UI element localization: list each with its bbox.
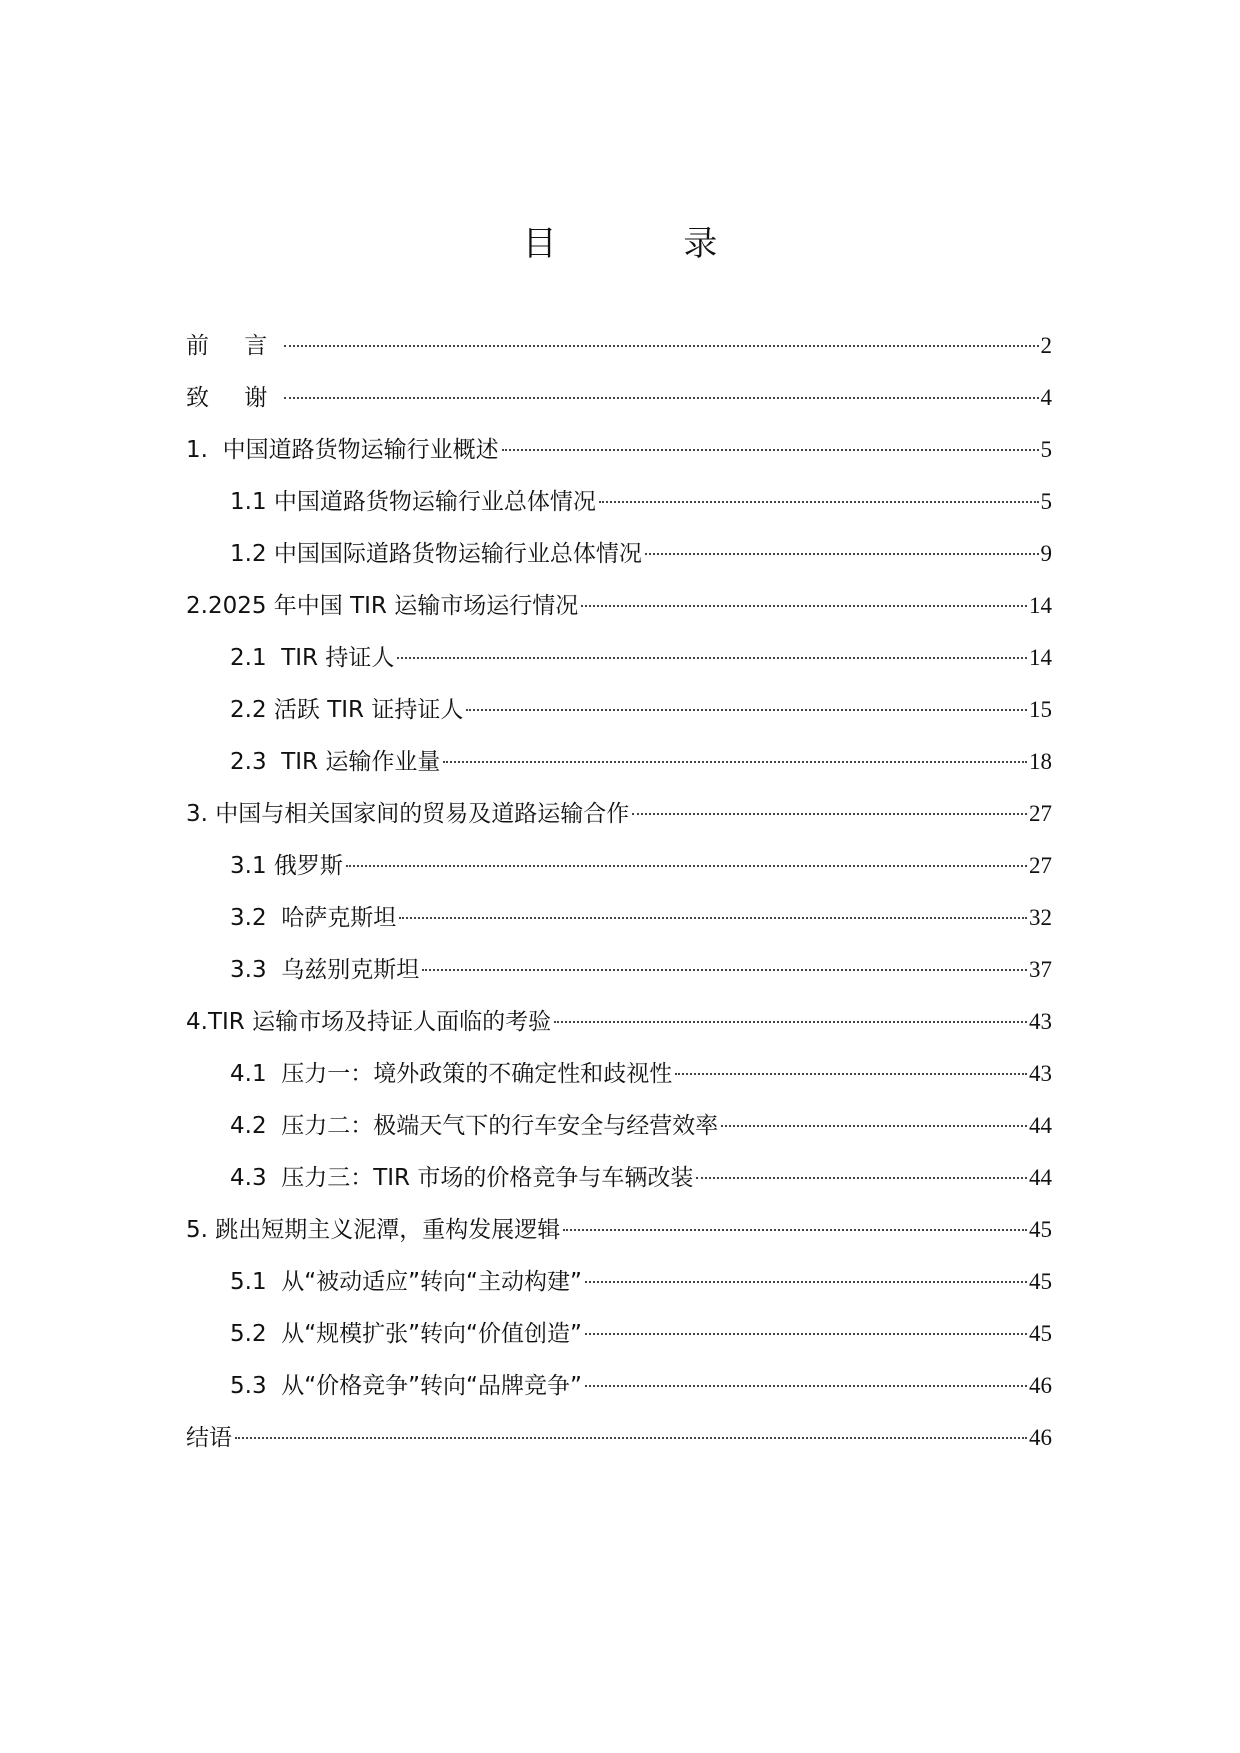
toc-entry-page: 9 [1040, 541, 1052, 566]
dot-leader [585, 1281, 1027, 1283]
toc-entry-page: 14 [1029, 645, 1052, 670]
toc-entry-label: 5.2 从“规模扩张”转向“价值创造” [230, 1321, 582, 1347]
dot-leader [599, 501, 1039, 503]
toc-entry-label: 4.1 压力一：境外政策的不确定性和歧视性 [230, 1061, 673, 1087]
toc-entry-label: 1. 中国道路货物运输行业概述 [186, 437, 499, 463]
dot-leader [502, 449, 1039, 451]
toc-entry-page: 46 [1029, 1425, 1052, 1450]
toc-entry-section-3[interactable] [186, 788, 1052, 840]
toc-entry-label: 2.2 活跃 TIR 证持证人 [230, 697, 464, 723]
toc-entry-page: 43 [1029, 1061, 1052, 1086]
toc-entry-label: 3.1 俄罗斯 [230, 853, 343, 879]
toc-entry-preface[interactable] [186, 320, 1052, 372]
toc-entry-page: 27 [1029, 801, 1052, 826]
dot-leader [581, 605, 1027, 607]
toc-entry-page: 37 [1029, 957, 1052, 982]
toc-entry-page: 2 [1040, 333, 1052, 358]
toc-entry-label: 1.2 中国国际道路货物运输行业总体情况 [230, 541, 642, 567]
toc-entry-page: 27 [1029, 853, 1052, 878]
toc-entry-page: 45 [1029, 1269, 1052, 1294]
toc-entry-section-4-2[interactable] [186, 1100, 1052, 1152]
toc-entry-section-2-1[interactable] [186, 632, 1052, 684]
dot-leader [585, 1385, 1027, 1387]
toc-entry-page: 44 [1029, 1165, 1052, 1190]
toc-entry-page: 15 [1029, 697, 1052, 722]
dot-leader [399, 917, 1027, 919]
toc-entry-page: 5 [1040, 489, 1052, 514]
toc-entry-label: 致 谢 [186, 385, 282, 411]
dot-leader [346, 865, 1027, 867]
dot-leader [563, 1229, 1027, 1231]
toc-entry-section-3-2[interactable] [186, 892, 1052, 944]
toc-entry-section-4-3[interactable] [186, 1152, 1052, 1204]
toc-entry-section-5-2[interactable] [186, 1308, 1052, 1360]
toc-entry-page: 43 [1029, 1009, 1052, 1034]
dot-leader [554, 1021, 1027, 1023]
toc-entry-section-1-1[interactable] [186, 476, 1052, 528]
toc-entry-page: 5 [1040, 437, 1052, 462]
toc-entry-label: 3. 中国与相关国家间的贸易及道路运输合作 [186, 801, 630, 827]
toc-entry-label: 4.TIR 运输市场及持证人面临的考验 [186, 1009, 552, 1035]
toc-entry-section-3-1[interactable] [186, 840, 1052, 892]
toc-entry-label: 5.3 从“价格竞争”转向“品牌竞争” [230, 1373, 582, 1399]
dot-leader [397, 657, 1027, 659]
toc-entry-page: 45 [1029, 1217, 1052, 1242]
toc-entry-section-2-2[interactable] [186, 684, 1052, 736]
toc-entry-page: 45 [1029, 1321, 1052, 1346]
toc-entry-label: 4.2 压力二：极端天气下的行车安全与经营效率 [230, 1113, 719, 1139]
toc-entry-section-1-2[interactable] [186, 528, 1052, 580]
toc-entry-section-4[interactable] [186, 996, 1052, 1048]
toc-entry-label: 2.3 TIR 运输作业量 [230, 749, 441, 775]
toc-list [186, 320, 1052, 1464]
toc-entry-label: 2.2025 年中国 TIR 运输市场运行情况 [186, 593, 579, 619]
dot-leader [632, 813, 1027, 815]
toc-entry-page: 44 [1029, 1113, 1052, 1138]
toc-entry-page: 18 [1029, 749, 1052, 774]
toc-entry-label: 前 言 [186, 333, 282, 359]
toc-entry-section-3-3[interactable] [186, 944, 1052, 996]
dot-leader [284, 345, 1038, 347]
dot-leader [645, 553, 1039, 555]
toc-entry-page: 32 [1029, 905, 1052, 930]
toc-entry-section-4-1[interactable] [186, 1048, 1052, 1100]
toc-entry-section-2[interactable] [186, 580, 1052, 632]
toc-entry-label: 结语 [186, 1425, 232, 1451]
toc-entry-label: 1.1 中国道路货物运输行业总体情况 [230, 489, 596, 515]
dot-leader [284, 397, 1038, 399]
dot-leader [466, 709, 1027, 711]
toc-entry-section-2-3[interactable] [186, 736, 1052, 788]
toc-entry-section-5-3[interactable] [186, 1360, 1052, 1412]
toc-title: 目 录 [522, 224, 776, 264]
toc-entry-conclusion[interactable] [186, 1412, 1052, 1464]
toc-entry-page: 46 [1029, 1373, 1052, 1398]
dot-leader [235, 1437, 1027, 1439]
toc-entry-label: 4.3 压力三：TIR 市场的价格竞争与车辆改装 [230, 1165, 694, 1191]
dot-leader [696, 1177, 1027, 1179]
dot-leader [585, 1333, 1027, 1335]
dot-leader [443, 761, 1027, 763]
dot-leader [422, 969, 1027, 971]
toc-entry-label: 5.1 从“被动适应”转向“主动构建” [230, 1269, 582, 1295]
dot-leader [675, 1073, 1027, 1075]
toc-entry-acknowledgements[interactable] [186, 372, 1052, 424]
toc-entry-label: 3.2 哈萨克斯坦 [230, 905, 397, 931]
toc-entry-section-1[interactable] [186, 424, 1052, 476]
toc-entry-label: 5. 跳出短期主义泥潭，重构发展逻辑 [186, 1217, 561, 1243]
dot-leader [721, 1125, 1027, 1127]
toc-entry-label: 2.1 TIR 持证人 [230, 645, 395, 671]
toc-entry-page: 4 [1040, 385, 1052, 410]
toc-entry-label: 3.3 乌兹别克斯坦 [230, 957, 420, 983]
toc-entry-page: 14 [1029, 593, 1052, 618]
toc-entry-section-5[interactable] [186, 1204, 1052, 1256]
toc-entry-section-5-1[interactable] [186, 1256, 1052, 1308]
